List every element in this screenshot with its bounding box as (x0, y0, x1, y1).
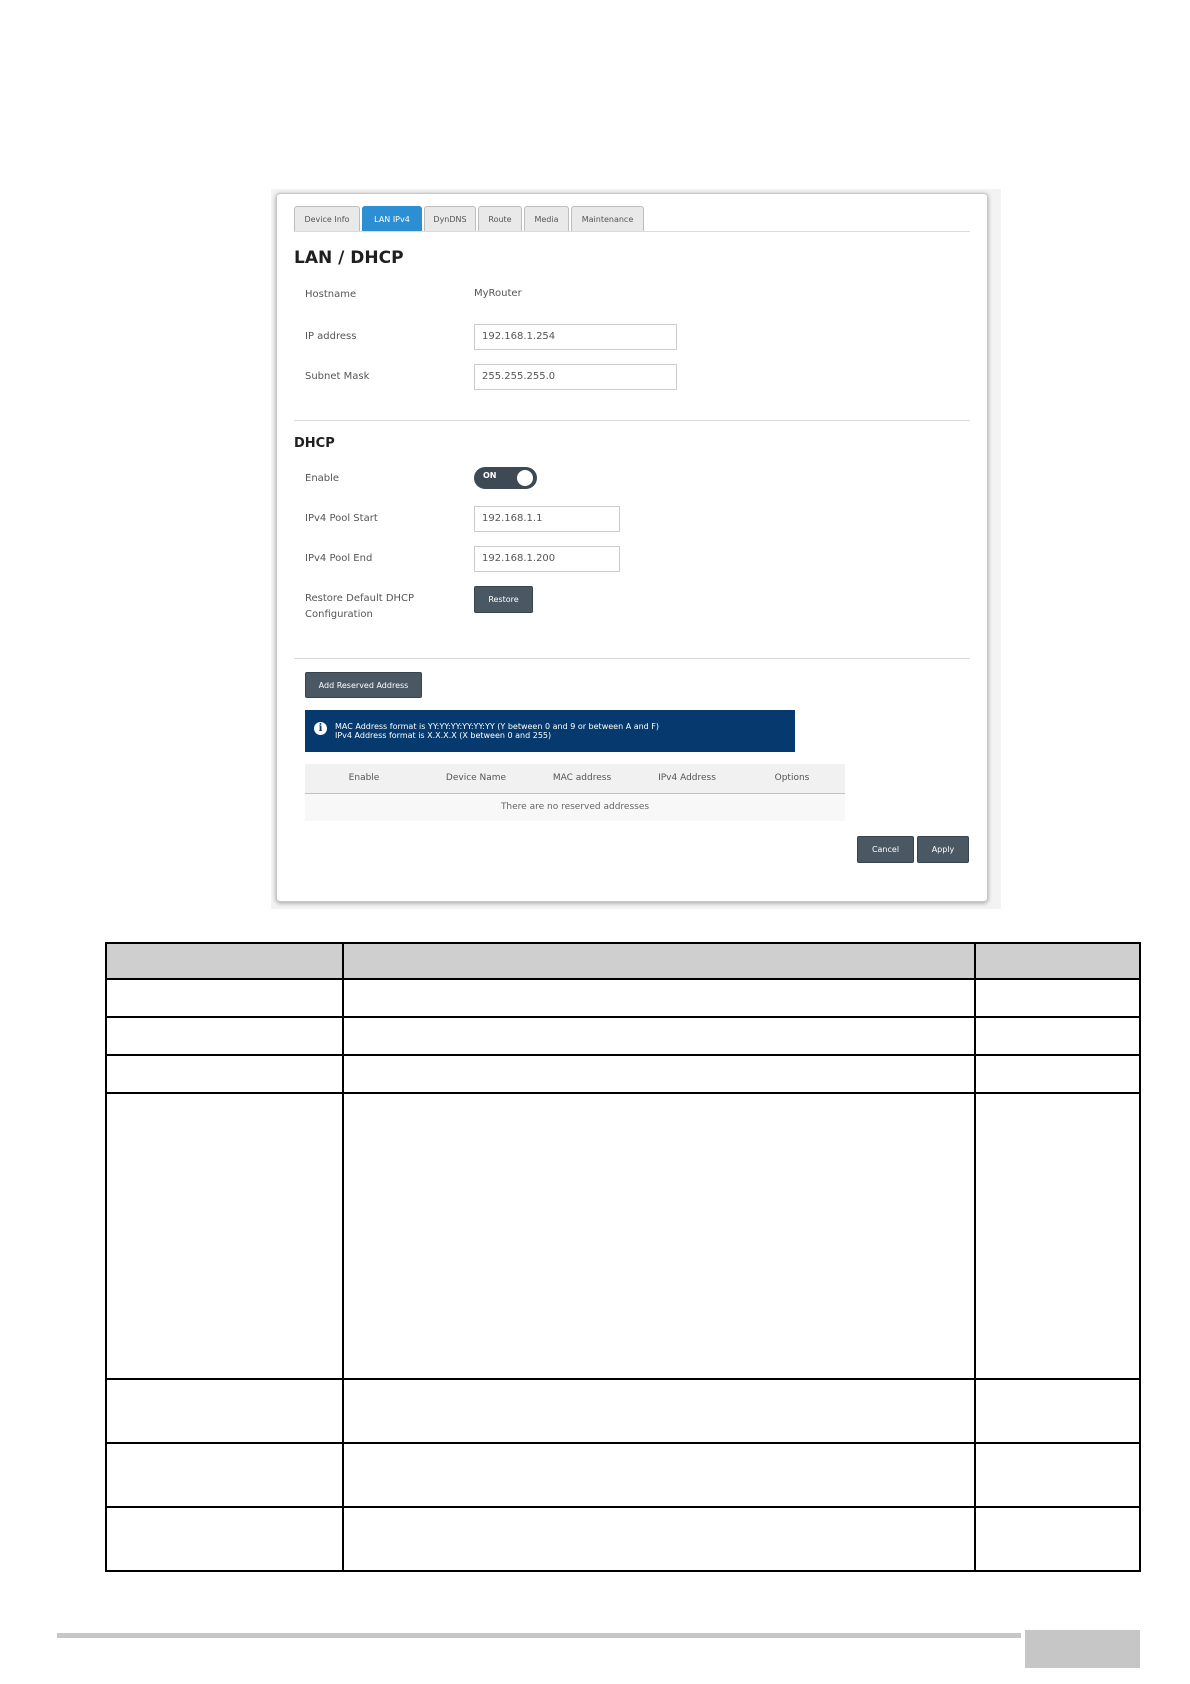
format-info-banner (305, 710, 795, 752)
dhcp-enable-toggle[interactable] (474, 467, 537, 489)
header-cell (343, 943, 975, 979)
tab-route[interactable]: Route (478, 206, 522, 231)
toggle-state-text: ON (483, 471, 497, 480)
reserved-addresses-table (305, 764, 845, 821)
page-title: LAN / DHCP (294, 248, 404, 268)
tab-lan-ipv4[interactable]: LAN IPv4 (362, 206, 422, 231)
description-table (105, 942, 1141, 1572)
ip-address-input[interactable]: 192.168.1.254 (474, 324, 677, 350)
header-cell (975, 943, 1140, 979)
tab-device-info[interactable]: Device Info (294, 206, 360, 231)
footer-rule (57, 1633, 1021, 1638)
table-row (106, 1055, 1140, 1093)
tab-maintenance[interactable]: Maintenance (571, 206, 644, 231)
ip-address-label: IP address (305, 331, 357, 342)
hostname-value: MyRouter (474, 288, 522, 299)
header-cell (106, 943, 343, 979)
column-device-name: Device Name (445, 773, 507, 783)
hostname-label: Hostname (305, 289, 357, 300)
table-row (106, 1093, 1140, 1379)
page-number-box (1025, 1630, 1140, 1668)
table-row (106, 1507, 1140, 1571)
column-options: Options (774, 773, 810, 783)
pool-end-label: IPv4 Pool End (305, 553, 373, 564)
restore-dhcp-label (305, 591, 414, 623)
router-settings-panel (276, 193, 988, 902)
pool-start-label: IPv4 Pool Start (305, 513, 378, 524)
pool-start-input[interactable]: 192.168.1.1 (474, 506, 620, 532)
dhcp-enable-label: Enable (305, 473, 340, 484)
column-enable: Enable (348, 773, 380, 783)
pool-end-input[interactable]: 192.168.1.200 (474, 546, 620, 572)
section-divider (294, 420, 970, 421)
restore-dhcp-label-line1: Restore Default DHCP (305, 593, 415, 604)
column-mac-address: MAC address (552, 773, 612, 783)
info-ipv4-format: IPv4 Address format is X.X.X.X (X between 0 and 255) (335, 731, 552, 740)
section-divider-2 (294, 658, 970, 659)
tab-media[interactable]: Media (524, 206, 569, 231)
toggle-knob (517, 470, 533, 486)
column-ipv4-address: IPv4 Address (658, 773, 716, 783)
table-row (106, 1379, 1140, 1443)
table-header (305, 764, 845, 794)
empty-table-row: There are no reserved addresses (305, 794, 845, 821)
info-icon: i (314, 722, 327, 735)
info-mac-format: MAC Address format is YY:YY:YY:YY:YY:YY (Y between 0 and 9 or between A and F) (335, 722, 660, 731)
restore-button[interactable]: Restore (474, 586, 533, 613)
subnet-mask-input[interactable]: 255.255.255.0 (474, 364, 677, 390)
subnet-mask-label: Subnet Mask (305, 371, 370, 382)
table-row (106, 1443, 1140, 1507)
table-row (106, 1017, 1140, 1055)
dhcp-section-title: DHCP (294, 436, 335, 451)
description-table-header (106, 943, 1140, 979)
cancel-button[interactable]: Cancel (857, 836, 914, 863)
add-reserved-address-button[interactable]: Add Reserved Address (305, 672, 422, 698)
restore-dhcp-label-line2: Configuration (305, 609, 373, 620)
tab-dyndns[interactable]: DynDNS (424, 206, 476, 231)
tab-divider (294, 231, 970, 232)
apply-button[interactable]: Apply (917, 836, 969, 863)
table-row (106, 979, 1140, 1017)
